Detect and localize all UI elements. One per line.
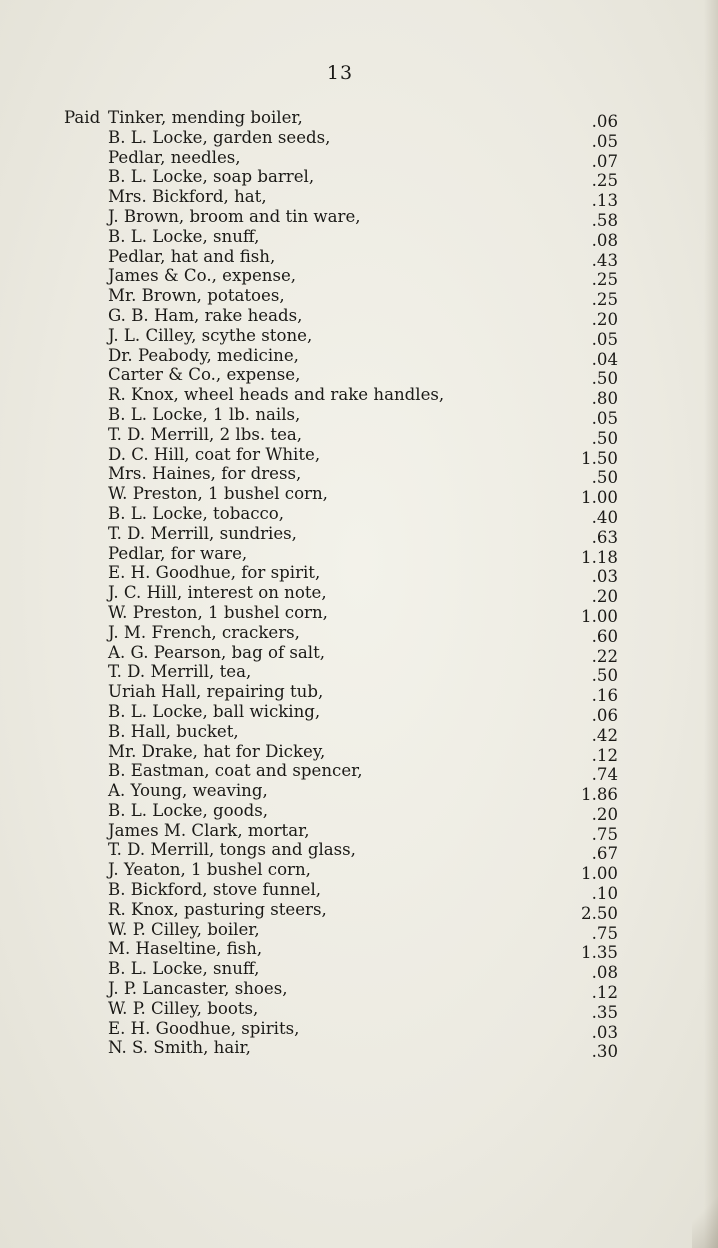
ledger-row (64, 286, 618, 310)
ledger-entry-amount: .43 (591, 250, 618, 270)
page-number: 13 (326, 62, 354, 84)
ledger-entry-description: W. P. Cilley, boiler, (108, 919, 260, 939)
ledger-entry-amount: .75 (591, 923, 618, 943)
ledger-entry-description: B. L. Locke, soap barrel, (108, 167, 315, 187)
ledger-row (64, 246, 618, 270)
ledger-entry-description: B. Eastman, coat and spencer, (108, 761, 363, 781)
ledger-entry-amount: .22 (591, 646, 618, 666)
ledger-entry-description: Mr. Brown, potatoes, (108, 286, 285, 306)
ledger-row (64, 899, 618, 923)
ledger-row (64, 761, 618, 785)
ledger-row (64, 503, 618, 527)
ledger-entry-amount: 1.50 (581, 448, 618, 468)
ledger-entry-amount: .06 (591, 112, 618, 131)
ledger-entry-description: B. L. Locke, snuff, (108, 959, 260, 979)
ledger-entry-amount: .80 (591, 389, 618, 409)
ledger-row (64, 266, 618, 290)
ledger-row (64, 563, 618, 587)
ledger-entry-amount: .40 (591, 507, 618, 527)
ledger-entry-description: R. Knox, pasturing steers, (108, 899, 327, 919)
ledger-row (64, 345, 618, 369)
paid-label: Paid (64, 108, 101, 127)
ledger-row (64, 919, 618, 943)
ledger-row (64, 682, 618, 706)
ledger-entry-amount: .30 (591, 1042, 618, 1062)
ledger-entry-amount: .20 (591, 804, 618, 824)
ledger-entry-amount: .04 (591, 349, 618, 369)
ledger-entry-amount: .08 (591, 963, 618, 983)
expense-ledger (64, 108, 618, 1062)
ledger-row (64, 444, 618, 468)
ledger-entry-amount: .50 (591, 428, 618, 448)
ledger-entry-description: T. D. Merrill, tea, (108, 662, 252, 682)
ledger-entry-amount: .03 (591, 567, 618, 587)
ledger-entry-amount: .50 (591, 468, 618, 488)
ledger-row (64, 721, 618, 745)
ledger-entry-amount: .25 (591, 171, 618, 191)
ledger-row (64, 583, 618, 607)
ledger-entry-amount: 1.00 (581, 606, 618, 626)
ledger-entry-description: J. C. Hill, interest on note, (108, 583, 327, 603)
ledger-entry-description: Mrs. Haines, for dress, (108, 464, 302, 484)
ledger-entry-description: R. Knox, wheel heads and rake handles, (108, 385, 445, 405)
ledger-entry-description: Tinker, mending boiler, (108, 108, 303, 127)
ledger-entry-amount: .42 (591, 725, 618, 745)
ledger-row (64, 662, 618, 686)
ledger-row (64, 602, 618, 626)
ledger-row (64, 147, 618, 171)
ledger-entry-amount: .13 (591, 191, 618, 211)
ledger-entry-description: T. D. Merrill, tongs and glass, (108, 840, 356, 860)
ledger-row (64, 424, 618, 448)
ledger-row (64, 523, 618, 547)
ledger-entry-description: B. L. Locke, 1 lb. nails, (108, 404, 301, 424)
ledger-entry-amount: 1.35 (581, 943, 618, 963)
ledger-entry-description: W. Preston, 1 bushel corn, (108, 602, 328, 622)
ledger-row (64, 226, 618, 250)
ledger-row (64, 979, 618, 1003)
ledger-entry-description: B. Bickford, stove funnel, (108, 880, 322, 900)
ledger-row (64, 543, 618, 567)
ledger-row (64, 108, 618, 131)
ledger-entry-amount: .06 (591, 705, 618, 725)
ledger-row (64, 404, 618, 428)
ledger-entry-description: B. L. Locke, tobacco, (108, 503, 285, 523)
ledger-entry-description: A. Young, weaving, (108, 781, 268, 801)
ledger-entry-description: Pedlar, needles, (108, 147, 241, 167)
ledger-entry-description: B. L. Locke, garden seeds, (108, 127, 331, 147)
ledger-row (64, 127, 618, 151)
ledger-entry-amount: .63 (591, 527, 618, 547)
ledger-row (64, 860, 618, 884)
ledger-row (64, 959, 618, 983)
ledger-entry-description: T. D. Merrill, 2 lbs. tea, (108, 424, 303, 444)
ledger-entry-description: W. Preston, 1 bushel corn, (108, 484, 328, 504)
ledger-row (64, 840, 618, 864)
ledger-entry-amount: .50 (591, 369, 618, 389)
ledger-row (64, 1018, 618, 1042)
ledger-entry-description: B. L. Locke, snuff, (108, 226, 260, 246)
ledger-row (64, 642, 618, 666)
ledger-entry-amount: .08 (591, 230, 618, 250)
ledger-entry-description: J. P. Lancaster, shoes, (108, 979, 288, 999)
ledger-row (64, 1038, 618, 1062)
ledger-entry-description: M. Haseltine, fish, (108, 939, 263, 959)
ledger-entry-description: J. L. Cilley, scythe stone, (108, 325, 313, 345)
ledger-entry-description: D. C. Hill, coat for White, (108, 444, 321, 464)
ledger-entry-amount: .20 (591, 587, 618, 607)
ledger-row (64, 206, 618, 230)
ledger-entry-amount: .05 (591, 408, 618, 428)
ledger-row (64, 187, 618, 211)
ledger-entry-description: Carter & Co., expense, (108, 365, 301, 385)
ledger-entry-amount: .50 (591, 666, 618, 686)
ledger-row (64, 741, 618, 765)
ledger-entry-description: Pedlar, hat and fish, (108, 246, 276, 266)
ledger-entry-amount: .74 (591, 765, 618, 785)
ledger-entry-description: Dr. Peabody, medicine, (108, 345, 299, 365)
ledger-entry-amount: .10 (591, 884, 618, 904)
ledger-entry-description: W. P. Cilley, boots, (108, 998, 259, 1018)
ledger-entry-description: Mr. Drake, hat for Dickey, (108, 741, 326, 761)
ledger-row (64, 167, 618, 191)
ledger-row (64, 800, 618, 824)
ledger-entry-description: James & Co., expense, (108, 266, 297, 286)
ledger-entry-amount: .25 (591, 290, 618, 310)
ledger-entry-description: T. D. Merrill, sundries, (108, 523, 297, 543)
ledger-entry-amount: 1.86 (581, 785, 618, 805)
ledger-entry-amount: .58 (591, 210, 618, 230)
ledger-entry-description: Pedlar, for ware, (108, 543, 248, 563)
ledger-entry-description: N. S. Smith, hair, (108, 1038, 251, 1058)
ledger-entry-description: E. H. Goodhue, spirits, (108, 1018, 300, 1038)
page-corner-curl (692, 1178, 718, 1248)
ledger-entry-amount: 1.00 (581, 864, 618, 884)
ledger-entry-description: Uriah Hall, repairing tub, (108, 682, 324, 702)
ledger-row (64, 464, 618, 488)
ledger-entry-description: B. Hall, bucket, (108, 721, 239, 741)
ledger-row (64, 939, 618, 963)
ledger-row (64, 325, 618, 349)
ledger-entry-amount: .05 (591, 131, 618, 151)
ledger-row (64, 880, 618, 904)
ledger-entry-amount: .35 (591, 1002, 618, 1022)
ledger-row (64, 820, 618, 844)
ledger-row (64, 484, 618, 508)
ledger-entry-amount: 1.18 (581, 547, 618, 567)
ledger-entry-amount: 1.00 (581, 488, 618, 508)
ledger-row (64, 365, 618, 389)
ledger-entry-description: A. G. Pearson, bag of salt, (108, 642, 326, 662)
ledger-row (64, 998, 618, 1022)
ledger-row (64, 305, 618, 329)
ledger-entry-description: E. H. Goodhue, for spirit, (108, 563, 321, 583)
ledger-entry-amount: .25 (591, 270, 618, 290)
ledger-entry-description: B. L. Locke, goods, (108, 800, 269, 820)
ledger-entry-description: J. M. French, crackers, (108, 622, 300, 642)
ledger-row (64, 385, 618, 409)
ledger-entry-description: B. L. Locke, ball wicking, (108, 701, 321, 721)
ledger-entry-amount: .03 (591, 1022, 618, 1042)
ledger-entry-amount: .75 (591, 824, 618, 844)
ledger-row (64, 781, 618, 805)
ledger-entry-description: G. B. Ham, rake heads, (108, 305, 303, 325)
ledger-entry-amount: .12 (591, 983, 618, 1003)
ledger-entry-amount: .07 (591, 151, 618, 171)
ledger-entry-amount: .12 (591, 745, 618, 765)
ledger-entry-amount: 2.50 (581, 903, 618, 923)
ledger-entry-amount: .67 (591, 844, 618, 864)
ledger-entry-amount: .05 (591, 329, 618, 349)
ledger-entry-description: Mrs. Bickford, hat, (108, 187, 267, 207)
page-edge-shadow (704, 0, 718, 1248)
ledger-entry-description: J. Brown, broom and tin ware, (108, 206, 361, 226)
ledger-entry-description: J. Yeaton, 1 bushel corn, (108, 860, 311, 880)
ledger-row (64, 701, 618, 725)
ledger-entry-description: James M. Clark, mortar, (108, 820, 310, 840)
ledger-row (64, 622, 618, 646)
ledger-entry-amount: .16 (591, 686, 618, 706)
ledger-entry-amount: .20 (591, 309, 618, 329)
ledger-entry-amount: .60 (591, 626, 618, 646)
